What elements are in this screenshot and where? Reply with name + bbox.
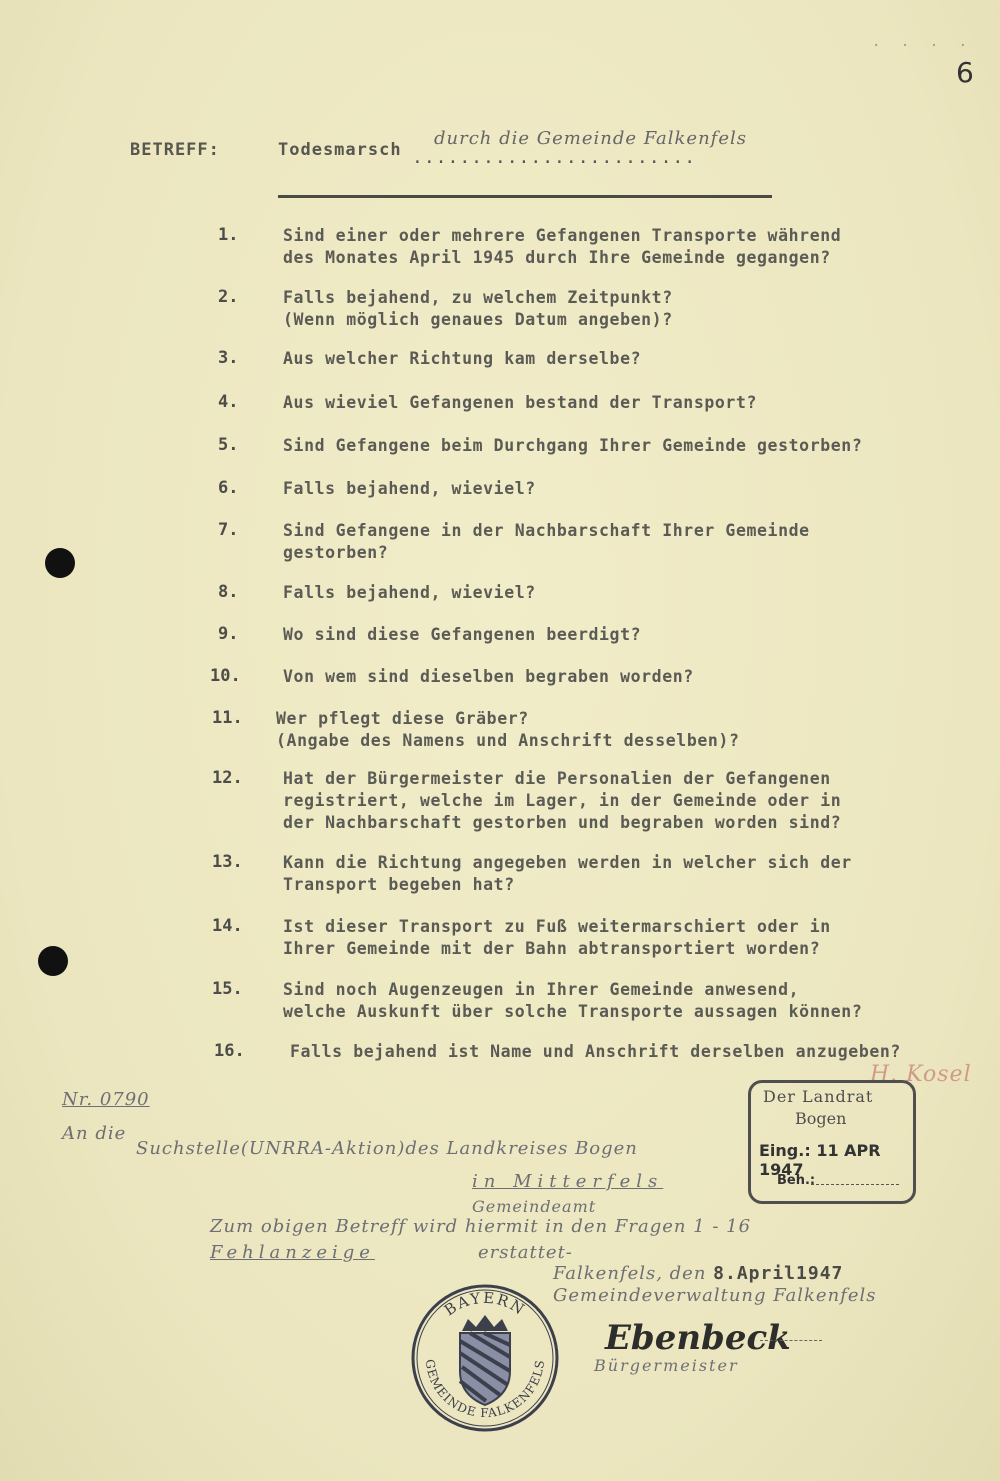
stamp-line-2: Bogen (795, 1109, 847, 1128)
stamp-received-label: Eing.: (759, 1141, 811, 1160)
question-number: 4. (218, 392, 239, 412)
question-text: Wer pflegt diese Gräber? (Angabe des Namens und Anschrift desselben)? (276, 709, 740, 750)
question-text: Ist dieser Transport zu Fuß weitermarschiert oder in Ihrer Gemeinde mit der Bahn abtransportiert worden? (283, 917, 831, 958)
corner-dots: · · · · (872, 38, 974, 54)
reference-number: Nr. 0790 (62, 1089, 150, 1110)
recipient-office: Suchstelle(UNRRA-Aktion)des Landkreises Bogen (136, 1138, 638, 1159)
question-number: 10. (210, 666, 241, 686)
question-text: Aus welcher Richtung kam derselbe? (283, 349, 642, 368)
erstattet: erstattet- (478, 1242, 573, 1263)
question-text: Sind Gefangene in der Nachbarschaft Ihrer Gemeinde gestorben? (283, 521, 810, 562)
question-text: Falls bejahend, wieviel? (283, 583, 536, 602)
reply-date: 8.April1947 (713, 1263, 844, 1284)
question-number: 1. (218, 225, 239, 245)
seal-top-text: BAYERN (440, 1288, 530, 1320)
question-text: Sind noch Augenzeugen in Ihrer Gemeinde anwesend, welche Auskunft über solche Transporte aussagen können? (283, 980, 863, 1021)
betreff-subject: Todesmarsch (278, 140, 402, 160)
question-number: 6. (218, 478, 239, 498)
reply-date-line (553, 1263, 843, 1284)
question-text: Falls bejahend ist Name und Anschrift derselben anzugeben? (290, 1042, 901, 1061)
date-prefix: Falkenfels, den (553, 1263, 714, 1284)
betreff-handwritten: durch die Gemeinde Falkenfels (434, 128, 747, 149)
question-number: 9. (218, 624, 239, 644)
question-number: 8. (218, 582, 239, 602)
stamp-received-date: 11 APR 1947 (759, 1141, 881, 1179)
question-text: Aus wieviel Gefangenen bestand der Transport? (283, 393, 758, 412)
question-number: 15. (212, 979, 243, 999)
question-number: 5. (218, 435, 239, 455)
signature: Ebenbeck (605, 1318, 791, 1358)
betreff-label: BETREFF: (130, 140, 220, 160)
gemeindeverwaltung: Gemeindeverwaltung Falkenfels (553, 1285, 877, 1306)
seal-shield-icon (460, 1333, 510, 1405)
question-text: Sind einer oder mehrere Gefangenen Transporte während des Monates April 1945 durch Ihre Gemeinde gegangen? (283, 226, 842, 267)
municipal-seal (410, 1283, 560, 1433)
an-die: An die (62, 1123, 127, 1144)
fehlanzeige: Fehlanzeige (210, 1242, 375, 1263)
stamp-beh-line (811, 1184, 899, 1185)
margin-note: H. Kosel (870, 1062, 972, 1087)
betreff-dots: ........................ (412, 147, 697, 168)
header-rule (278, 195, 772, 198)
question-number: 14. (212, 916, 243, 936)
question-text: Von wem sind dieselben begraben worden? (283, 667, 694, 686)
question-text: Hat der Bürgermeister die Personalien der Gefangenen registriert, welche im Lager, in der Gemeinde oder in der Nachbarschaft gestorben und begraben worden sind? (283, 769, 842, 832)
reply-body: Zum obigen Betreff wird hiermit in den Fragen 1 - 16 (210, 1216, 752, 1237)
question-text: Wo sind diese Gefangenen beerdigt? (283, 625, 642, 644)
question-text: Falls bejahend, zu welchem Zeitpunkt? (Wenn möglich genaues Datum angeben)? (283, 288, 673, 329)
question-text: Falls bejahend, wieviel? (283, 479, 536, 498)
question-text: Sind Gefangene beim Durchgang Ihrer Gemeinde gestorben? (283, 436, 863, 455)
question-text: Kann die Richtung angegeben werden in welcher sich der Transport begeben hat? (283, 853, 852, 894)
punch-hole-upper (45, 548, 75, 578)
received-stamp (748, 1080, 916, 1204)
buergermeister-label: Bürgermeister (594, 1356, 739, 1375)
stamp-beh-label: Beh.: (777, 1173, 816, 1188)
gemeindeamt-label: Gemeindeamt (472, 1197, 597, 1216)
signature-line (760, 1340, 822, 1341)
seal-crown-icon (462, 1315, 508, 1331)
stamp-line-1: Der Landrat (763, 1087, 874, 1106)
question-number: 16. (214, 1041, 245, 1061)
question-number: 7. (218, 520, 239, 540)
question-number: 2. (218, 287, 239, 307)
question-number: 3. (218, 348, 239, 368)
question-number: 11. (212, 708, 243, 728)
punch-hole-lower (38, 946, 68, 976)
page-number: 6 (956, 56, 974, 89)
question-number: 13. (212, 852, 243, 872)
question-number: 12. (212, 768, 243, 788)
seal-bottom-text: GEMEINDE FALKENFELS (422, 1358, 548, 1421)
recipient-place: in Mitterfels (472, 1171, 664, 1192)
